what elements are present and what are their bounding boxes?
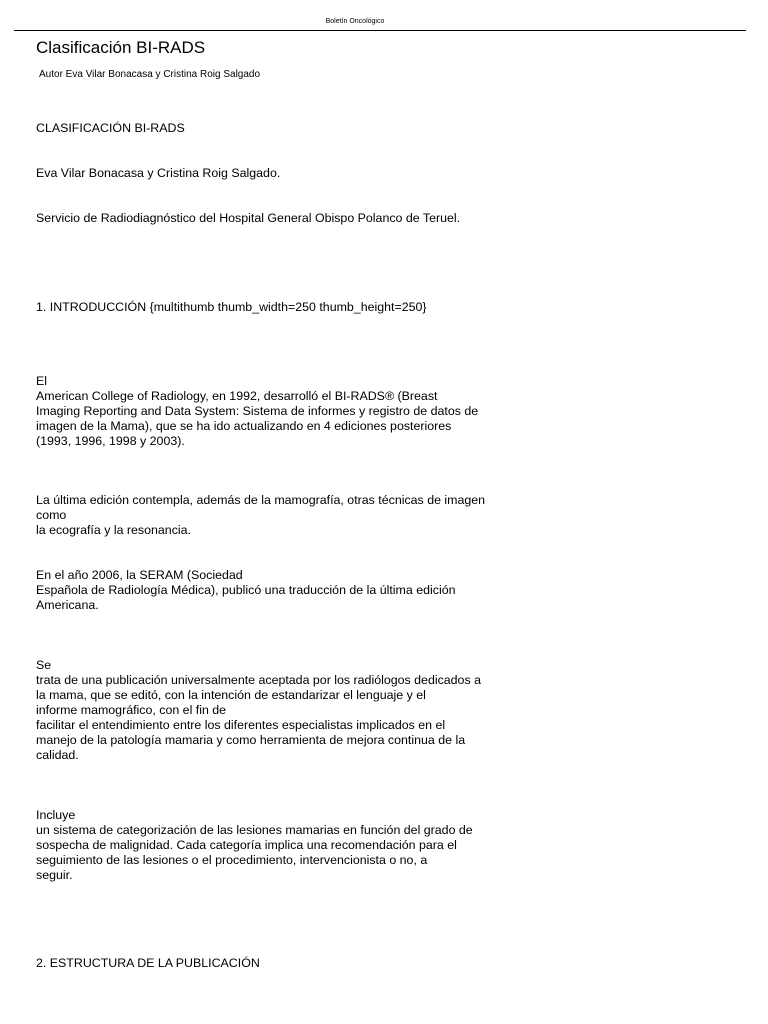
body-paragraph: El American College of Radiology, en 1992, desarrolló el BI-RADS® (Breast Imaging Reporting and Data System: Sistema de informes y registro de datos de imagen de la Mama), que se ha ido actualizando en 4 ediciones posteriores (1993, 1996, 1998 y 2003).	[36, 374, 479, 448]
body-paragraph: La última edición contempla, además de la mamografía, otras técnicas de imagen como la ecografía y la resonancia.	[36, 493, 486, 537]
running-header: Boletín Oncológico	[325, 18, 385, 25]
body-paragraph: En el año 2006, la SERAM (Sociedad Española de Radiología Médica), publicó una traducción de la última edición Americana.	[36, 568, 456, 612]
section-heading-title: CLASIFICACIÓN BI-RADS	[36, 121, 185, 135]
header-divider	[14, 30, 746, 31]
body-paragraph: Incluye un sistema de categorización de las lesiones mamarias en función del grado de sospecha de malignidad. Cada categoría implica una recomendación para el seguimiento de las lesiones o el procedimiento, intervencionista o no, a seguir.	[36, 808, 473, 882]
author-line: Autor Eva Vilar Bonacasa y Cristina Roig Salgado	[39, 69, 261, 80]
article-title: Clasificación BI-RADS	[36, 38, 206, 57]
body-paragraph: Se trata de una publicación universalmente aceptada por los radiólogos dedicados a la mama, que se editó, con la intención de estandarizar el lenguaje y el informe mamográfico, con el fin de facilitar el entendimiento entre los diferentes especialistas implicados en el manejo de la patología mamaria y como herramienta de mejora continua de la calidad.	[36, 658, 481, 762]
authors-paragraph: Eva Vilar Bonacasa y Cristina Roig Salgado.	[36, 166, 281, 180]
section-heading-estructura: 2. ESTRUCTURA DE LA PUBLICACIÓN	[36, 956, 260, 970]
section-heading-introduccion: 1. INTRODUCCIÓN {multithumb thumb_width=250 thumb_height=250}	[36, 300, 427, 314]
affiliation-paragraph: Servicio de Radiodiagnóstico del Hospital General Obispo Polanco de Teruel.	[36, 211, 461, 225]
